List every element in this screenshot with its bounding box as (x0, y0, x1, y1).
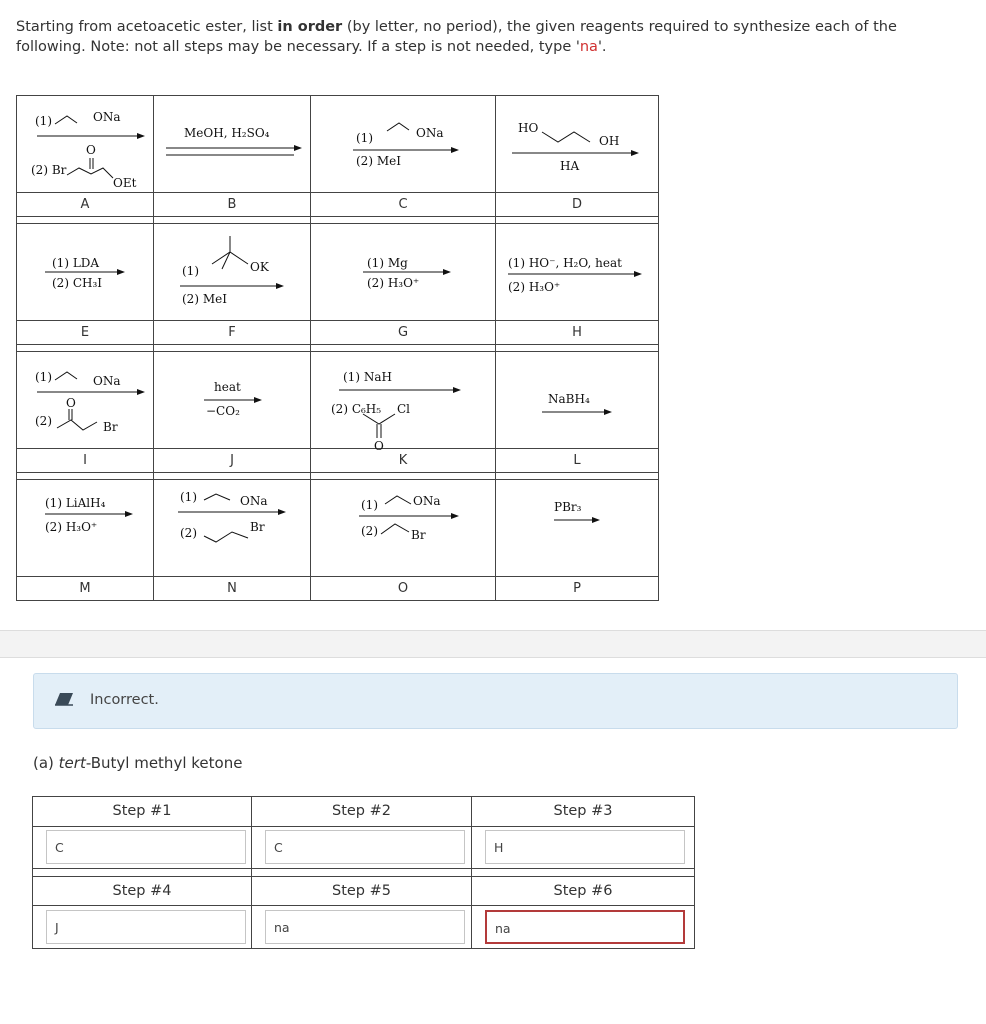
part-a-italic: tert (58, 754, 86, 772)
reagent-F-ok: OK (250, 260, 269, 274)
reagent-N-step1: (1) (180, 490, 197, 504)
label-P: P (496, 577, 659, 601)
reagent-O (311, 480, 496, 577)
reagent-G-drawing (311, 224, 496, 320)
eraser-icon (54, 692, 74, 706)
reagent-F (154, 224, 311, 321)
reagent-D (496, 96, 659, 193)
reagent-K-oxygen: O (374, 439, 384, 453)
reagent-B-drawing (154, 96, 311, 192)
reagent-E (17, 224, 154, 321)
label-A: A (17, 193, 154, 217)
reagent-O-step1: (1) (361, 498, 378, 512)
reagent-C-step1: (1) (356, 131, 373, 145)
answer-table (32, 796, 695, 949)
reagent-D-oh: OH (599, 134, 620, 148)
reagent-H-step1: (1) HO⁻, H₂O, heat (508, 256, 622, 270)
label-C: C (311, 193, 496, 217)
reagent-J-heat: heat (214, 380, 241, 394)
reagent-N-br: Br (250, 520, 265, 534)
reagent-B (154, 96, 311, 193)
label-N: N (154, 577, 311, 601)
reagent-D-drawing (496, 96, 659, 192)
label-M: M (17, 577, 154, 601)
reagent-I-step2: (2) (35, 414, 52, 428)
instructions-text-2: (by letter, no period), the given reagents required to synthesize each of the following. Note: not all steps may be necessary. If a step is not needed, type ' (16, 19, 897, 55)
reagent-table (16, 95, 659, 601)
step-4-header: Step #4 (33, 876, 252, 906)
feedback-banner (33, 673, 958, 729)
instructions-na: na (579, 39, 598, 55)
label-L: L (496, 449, 659, 473)
reagent-G (311, 224, 496, 321)
step-2-input[interactable]: C (265, 830, 465, 864)
label-O: O (311, 577, 496, 601)
instructions-bold: in order (277, 19, 343, 35)
reagent-A-ona: ONa (93, 110, 121, 124)
label-B: B (154, 193, 311, 217)
instructions (16, 17, 966, 57)
label-F: F (154, 321, 311, 345)
reagent-D-ha: HA (560, 159, 580, 173)
reagent-H-step2: (2) H₃O⁺ (508, 280, 561, 294)
step-3-input[interactable]: H (485, 830, 685, 864)
reagent-C-step2: (2) MeI (356, 154, 401, 168)
reagent-M-step2: (2) H₃O⁺ (45, 520, 98, 534)
reagent-A-step2: (2) Br (31, 163, 67, 177)
reagent-A (17, 96, 154, 193)
reagent-K-step1: (1) NaH (343, 370, 392, 384)
reagent-L (496, 352, 659, 449)
step-3-header: Step #3 (472, 797, 695, 827)
reagent-P-step1: PBr₃ (554, 500, 582, 514)
reagent-G-step1: (1) Mg (367, 256, 408, 270)
step-6-header: Step #6 (472, 876, 695, 906)
label-K: K (311, 449, 496, 473)
label-I: I (17, 449, 154, 473)
step-1-input[interactable]: C (46, 830, 246, 864)
reagent-E-step1: (1) LDA (52, 256, 100, 270)
step-5-header: Step #5 (252, 876, 472, 906)
reagent-G-step2: (2) H₃O⁺ (367, 276, 420, 290)
reagent-N-ona: ONa (240, 494, 268, 508)
reagent-I-br: Br (103, 420, 118, 434)
reagent-M-step1: (1) LiAlH₄ (45, 496, 106, 510)
step-4-input[interactable]: J (46, 910, 246, 944)
label-G: G (311, 321, 496, 345)
reagent-C-ona: ONa (416, 126, 444, 140)
reagent-A-step1: (1) (35, 114, 52, 128)
label-H: H (496, 321, 659, 345)
reagent-N-step2: (2) (180, 526, 197, 540)
reagent-K-cl: Cl (397, 402, 411, 416)
reagent-A-oet: OEt (113, 176, 137, 190)
feedback-status: Incorrect. (90, 692, 159, 708)
reagent-J-drawing (154, 352, 311, 448)
part-a-rest: -Butyl methyl ketone (85, 754, 243, 772)
reagent-O-drawing (311, 480, 496, 576)
reagent-I-ona: ONa (93, 374, 121, 388)
reagent-O-ona: ONa (413, 494, 441, 508)
reagent-O-br: Br (411, 528, 426, 542)
reagent-O-step2: (2) (361, 524, 378, 538)
part-a-label (33, 754, 242, 772)
reagent-I (17, 352, 154, 449)
step-5-input[interactable]: na (265, 910, 465, 944)
step-2-header: Step #2 (252, 797, 472, 827)
reagent-J-co2: −CO₂ (206, 404, 240, 418)
reagent-N (154, 480, 311, 577)
reagent-F-step2: (2) MeI (182, 292, 227, 306)
section-divider (0, 630, 986, 658)
reagent-A-oxygen: O (86, 143, 96, 157)
reagent-I-oxygen: O (66, 396, 76, 410)
step-6-input[interactable]: na (485, 910, 685, 944)
part-a-prefix: (a) (33, 754, 59, 772)
reagent-I-step1: (1) (35, 370, 52, 384)
reagent-B-text: MeOH, H₂SO₄ (184, 126, 270, 140)
reagent-P (496, 480, 659, 577)
reagent-M (17, 480, 154, 577)
reagent-F-step1: (1) (182, 264, 199, 278)
label-E: E (17, 321, 154, 345)
reagent-L-step1: NaBH₄ (548, 392, 590, 406)
reagent-E-step2: (2) CH₃I (52, 276, 103, 290)
reagent-C (311, 96, 496, 193)
reagent-D-ho: HO (518, 121, 539, 135)
reagent-F-drawing (154, 224, 311, 320)
reagent-K-step2: (2) C₆H₅ (331, 402, 382, 416)
reagent-K-drawing (311, 352, 496, 448)
instructions-text-3: '. (597, 39, 607, 55)
reagent-C-drawing (311, 96, 496, 192)
instructions-text-1: Starting from acetoacetic ester, list (16, 19, 278, 35)
reagent-H-drawing (496, 224, 659, 320)
reagent-J (154, 352, 311, 449)
label-D: D (496, 193, 659, 217)
reagent-I-drawing (17, 352, 154, 448)
reagent-H (496, 224, 659, 321)
reagent-N-drawing (154, 480, 311, 576)
reagent-K (311, 352, 496, 453)
label-J: J (154, 449, 311, 473)
step-1-header: Step #1 (33, 797, 252, 827)
reagent-P-drawing (496, 480, 659, 576)
reagent-E-drawing (17, 224, 154, 320)
